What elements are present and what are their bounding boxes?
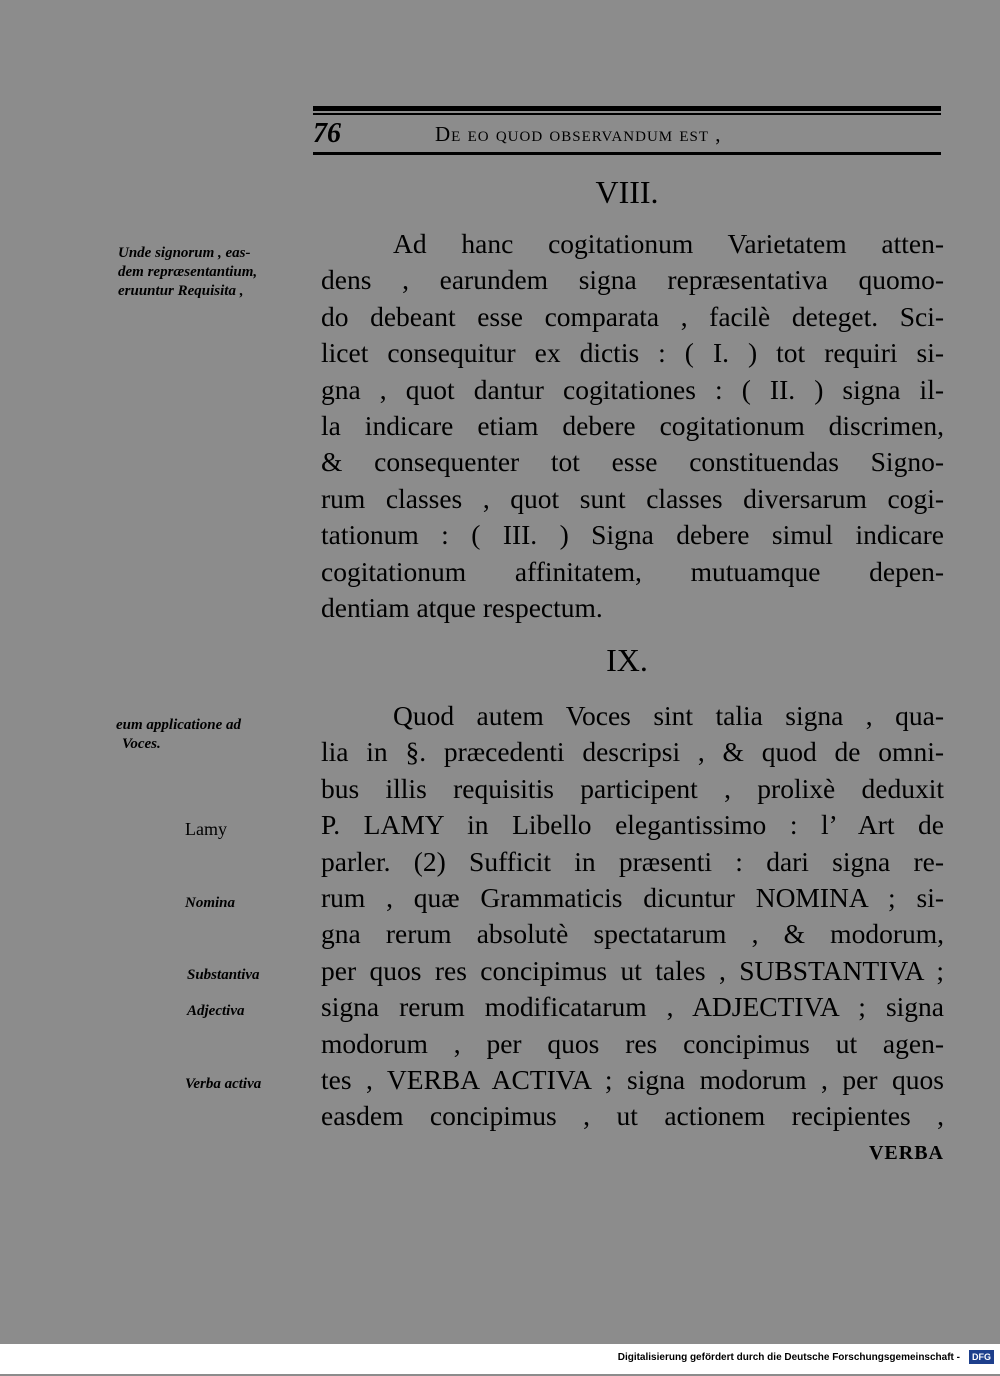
text-line: tationum : ( III. ) Signa debere simul indicare <box>321 519 944 551</box>
margin-note-line: Unde signorum , eas- <box>118 245 251 261</box>
footer-credit: Digitalisierung gefördert durch die Deutsche Forschungsgemeinschaft - <box>617 1352 960 1363</box>
text-line: P. LAMY in Libello elegantissimo : l’ Art de <box>321 809 944 841</box>
text-line: bus illis requisitis participent , prolixè deduxit <box>321 772 944 804</box>
header-rule-bottom <box>313 152 941 155</box>
margin-note-lamy: Lamy <box>185 819 227 839</box>
margin-note-nomina: Nomina <box>185 895 236 911</box>
text-line: per quos res concipimus ut tales , SUBSTANTIVA ; <box>321 954 944 986</box>
paragraph-viii <box>321 226 944 626</box>
text-line: gna rerum absolutè spectatarum , & modorum, <box>321 918 944 950</box>
margin-note-substantiva: Substantiva <box>187 967 260 983</box>
text-line: rum , quæ Grammaticis dicuntur NOMINA ; si- <box>321 881 944 913</box>
margin-note-line: eruuntur Requisita , <box>118 283 244 299</box>
margin-note-line: eum applicatione ad <box>116 717 241 733</box>
text-line: Ad hanc cogitationum Varietatem atten- <box>393 228 944 259</box>
text-line: la indicare etiam debere cogitationum discrimen, <box>321 409 944 441</box>
running-title: De eo quod observandum est , <box>435 122 722 146</box>
text-line: cogitationum affinitatem, mutuamque depen- <box>321 555 944 587</box>
text-line: lia in §. præcedenti descripsi , & quod de omni- <box>321 736 944 768</box>
paragraph-ix <box>321 698 944 1171</box>
catchword: VERBA <box>868 1141 944 1164</box>
margin-note-line: dem repræsentantium, <box>118 264 258 280</box>
section-heading-viii: VIII. <box>595 174 659 210</box>
text-line: easdem concipimus , ut actionem recipientes , <box>321 1100 944 1132</box>
text-line: dentiam atque respectum. <box>321 591 603 623</box>
margin-note-requisita <box>118 244 257 301</box>
page-header <box>313 116 941 150</box>
header-rule-top-thin <box>313 113 941 115</box>
text-line: licet consequitur ex dictis : ( I. ) tot requiri si- <box>321 337 944 369</box>
section-heading-ix: IX. <box>606 642 648 678</box>
text-line: & consequenter tot esse constituendas Signo- <box>321 446 944 478</box>
margin-note-verba-activa: Verba activa <box>185 1076 262 1092</box>
margin-note-line: Voces. <box>122 736 161 752</box>
text-line: modorum , per quos res concipimus ut agen- <box>321 1027 944 1059</box>
text-line: tes , VERBA ACTIVA ; signa modorum , per quos <box>321 1063 944 1095</box>
text-line: gna , quot dantur cogitationes : ( II. ) signa il- <box>321 373 944 405</box>
text-line: Quod autem Voces sint talia signa , qua- <box>393 700 944 731</box>
text-line: do debeant esse comparata , facilè deteget. Sci- <box>321 300 944 332</box>
digitization-footer <box>0 1344 1000 1374</box>
text-line: parler. (2) Sufficit in præsenti : dari signa re- <box>321 845 944 877</box>
page-number: 76 <box>313 118 341 149</box>
margin-note-voces <box>116 716 241 754</box>
header-rule-top <box>313 106 941 111</box>
text-line: dens , earundem signa repræsentativa quomo- <box>321 264 944 296</box>
text-line: signa rerum modificatarum , ADJECTIVA ; signa <box>321 991 944 1023</box>
text-line: rum classes , quot sunt classes diversarum cogi- <box>321 482 944 514</box>
margin-note-adjectiva: Adjectiva <box>187 1003 245 1019</box>
dfg-logo[interactable]: DFG <box>969 1350 994 1364</box>
